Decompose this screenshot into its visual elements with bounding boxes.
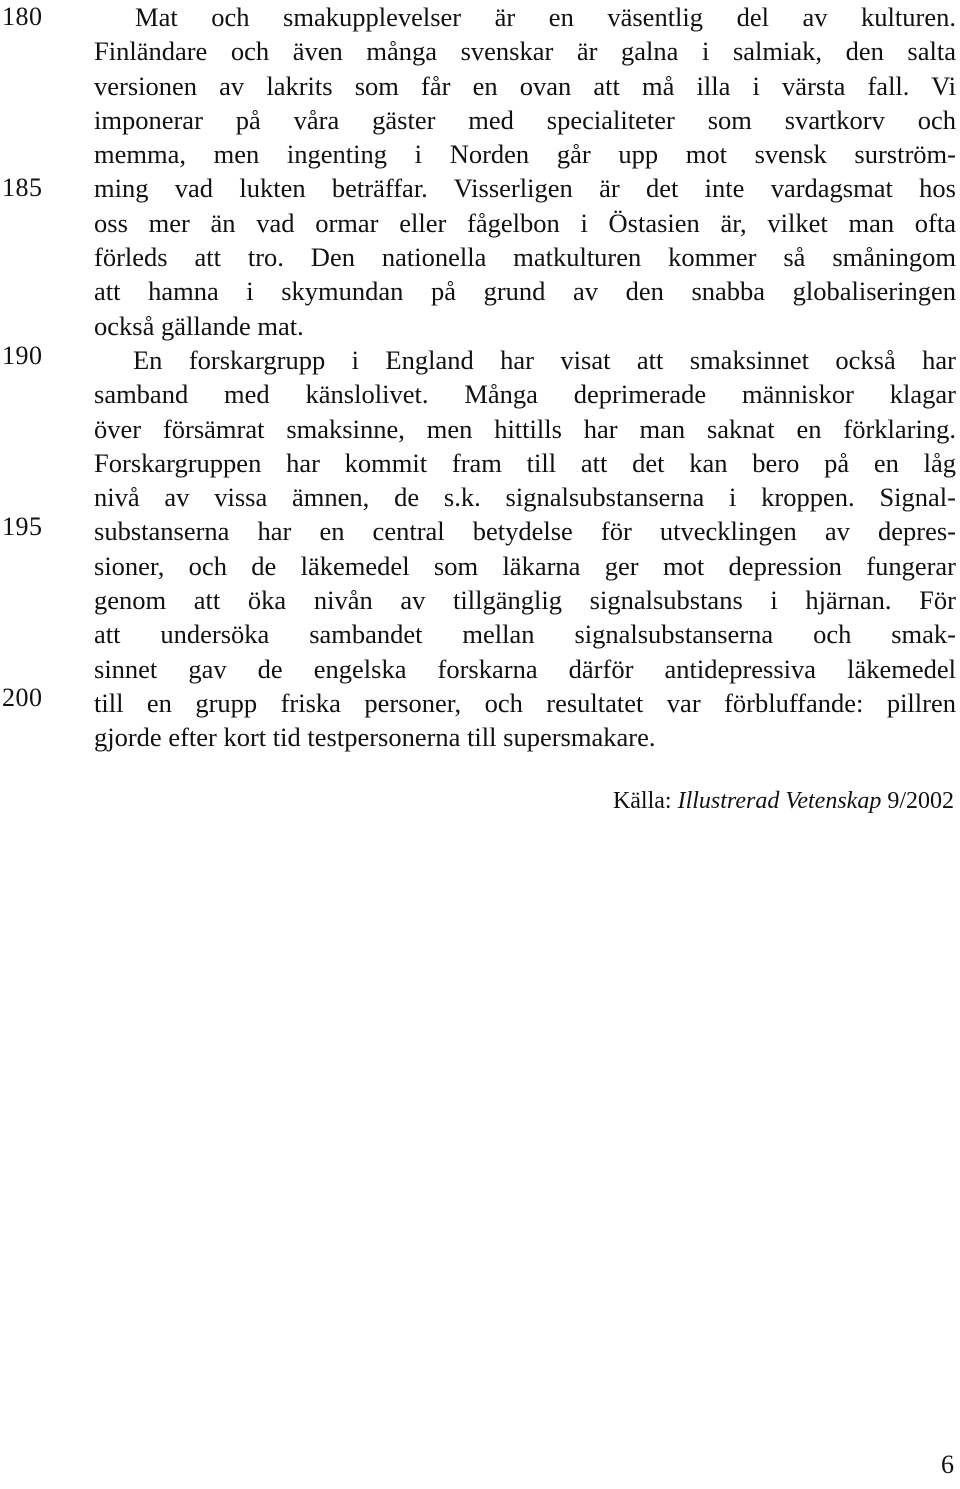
text-line: imponerar på våra gäster med specialiteter som svartkorv och bbox=[94, 104, 956, 135]
source-prefix: Källa: bbox=[612, 788, 678, 814]
text-line: att undersöka sambandet mellan signalsubstanserna och smak- bbox=[94, 619, 956, 650]
line-number: 200 bbox=[2, 683, 43, 712]
text-line: En forskargrupp i England har visat att smaksinnet också har bbox=[133, 344, 956, 375]
source-issue: 9/2002 bbox=[881, 788, 954, 814]
text-line: till en grupp friska personer, och resultatet var förbluffande: pillren bbox=[94, 687, 956, 718]
text-line: samband med känslolivet. Många deprimerade människor klagar bbox=[94, 379, 956, 410]
text-line: över försämrat smaksinne, men hittills har man saknat en förklaring. bbox=[94, 413, 956, 444]
line-number: 180 bbox=[2, 2, 43, 31]
text-line: nivå av vissa ämnen, de s.k. signalsubstanserna i kroppen. Signal- bbox=[94, 482, 956, 513]
text-line: också gällande mat. bbox=[94, 310, 304, 341]
text-line: sinnet gav de engelska forskarna därför antidepressiva läkemedel bbox=[94, 653, 956, 684]
body-text bbox=[94, 0, 956, 755]
line-number: 190 bbox=[2, 341, 43, 370]
text-line: förleds att tro. Den nationella matkulturen kommer så småningom bbox=[94, 242, 956, 273]
text-line: gjorde efter kort tid testpersonerna till supersmakare. bbox=[94, 722, 656, 753]
text-line: att hamna i skymundan på grund av den snabba globaliseringen bbox=[94, 276, 956, 307]
text-line: Finländare och även många svenskar är galna i salmiak, den salta bbox=[94, 36, 956, 67]
text-line: memma, men ingenting i Norden går upp mot svensk surström- bbox=[94, 139, 956, 170]
line-number-column bbox=[0, 0, 60, 760]
page-number: 6 bbox=[941, 1450, 954, 1479]
text-line: sioner, och de läkemedel som läkarna ger mot depression fungerar bbox=[94, 550, 956, 581]
text-line: substanserna har en central betydelse för utvecklingen av depres- bbox=[94, 516, 956, 547]
text-line: Mat och smakupplevelser är en väsentlig del av kulturen. bbox=[135, 2, 956, 32]
text-line: genom att öka nivån av tillgänglig signalsubstans i hjärnan. För bbox=[94, 585, 956, 616]
source-citation bbox=[613, 784, 954, 818]
line-number: 185 bbox=[2, 173, 43, 202]
text-line: ming vad lukten beträffar. Visserligen är det inte vardagsmat hos bbox=[94, 173, 956, 204]
text-line: Forskargruppen har kommit fram till att det kan bero på en låg bbox=[94, 447, 956, 478]
text-line: oss mer än vad ormar eller fågelbon i Östasien är, vilket man ofta bbox=[94, 207, 956, 238]
line-number: 195 bbox=[2, 512, 43, 541]
source-title: Illustrerad Vetenskap bbox=[677, 788, 882, 814]
text-line: versionen av lakrits som får en ovan att må illa i värsta fall. Vi bbox=[94, 70, 956, 101]
